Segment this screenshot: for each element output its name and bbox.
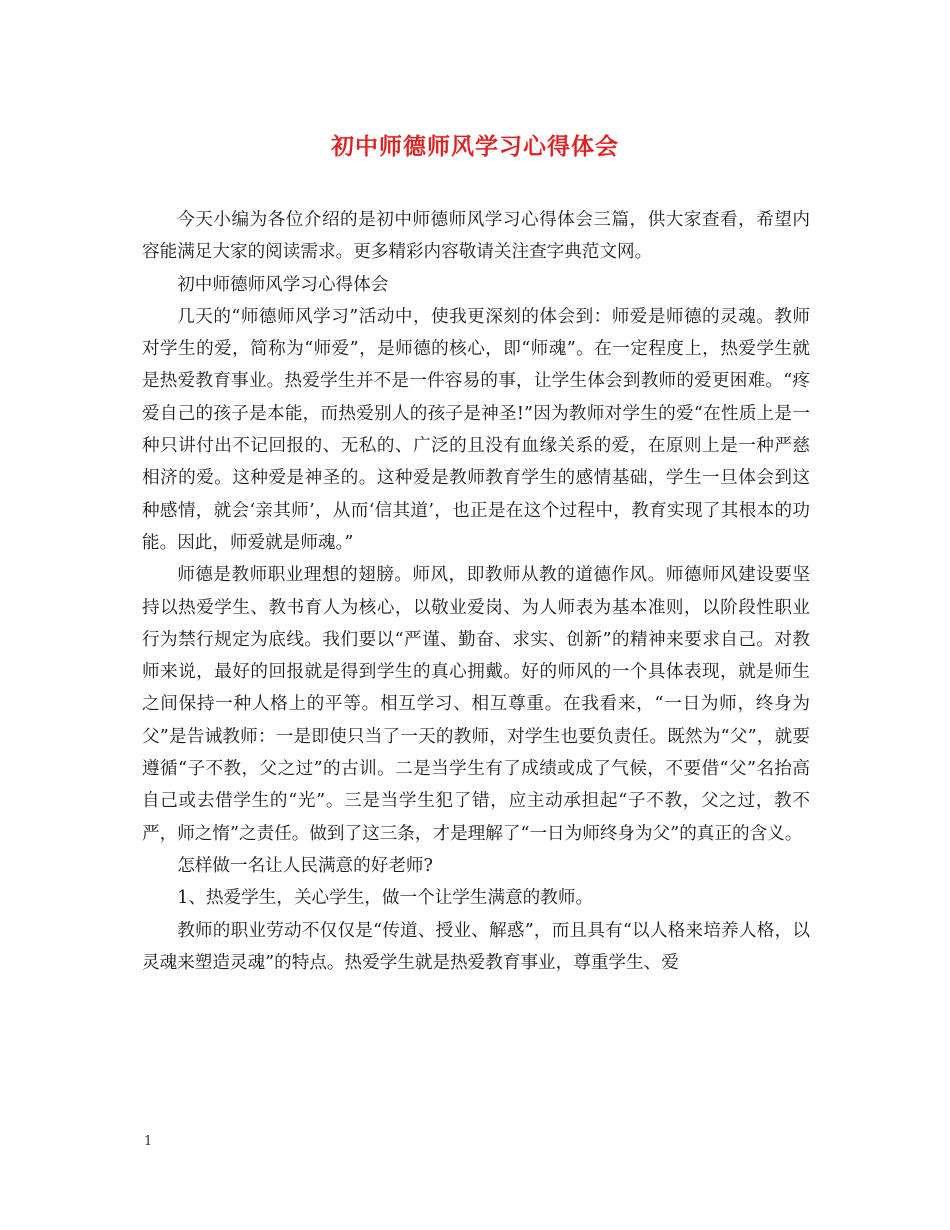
paragraph-point-one: 1、热爱学生，关心学生，做一个让学生满意的教师。 (177, 888, 594, 909)
paragraph-teacher-love: 几天的“师德师风学习”活动中，使我更深刻的体会到：师爱是师德的灵魂。教师对学生的爱，简称为“师爱”，是师德的核心，即“师魂”。在一定程度上，热爱学生就是热爱教育事业。热爱学生并不是一件容易的事，让学生体会到教师的爱更困难。“疼爱自己的孩子是本能，而热爱别人的孩子是神圣!”因为教师对学生的爱“在性质上是一种只讲付出不记回报的、无私的、广泛的且没有血缘关系的爱，在原则上是一种严慈相济的爱。这种爱是神圣的。这种爱是教师教育学生的感情基础，学生一旦体会到这种感情，就会‘亲其师’，从而‘信其道’，也正是在这个过程中，教育实现了其根本的功能。因此，师爱就是师魂。” (142, 306, 810, 553)
document-title: 初中师德师风学习心得体会 (331, 133, 619, 160)
document-body (142, 204, 810, 979)
paragraph-teacher-profession: 教师的职业劳动不仅仅是“传道、授业、解惑”，而且具有“以人格来培养人格，以灵魂来塑造灵魂”的特点。热爱学生就是热爱教育事业，尊重学生、爱 (142, 920, 810, 973)
page-number: 1 (144, 1134, 153, 1149)
paragraph-subheading: 初中师德师风学习心得体会 (177, 274, 389, 295)
paragraph-intro: 今天小编为各位介绍的是初中师德师风学习心得体会三篇，供大家查看，希望内容能满足大家的阅读需求。更多精彩内容敬请关注查字典范文网。 (142, 210, 810, 263)
paragraph-question: 怎样做一名让人民满意的好老师? (177, 855, 433, 876)
paragraph-teacher-ethics: 师德是教师职业理想的翅膀。师风，即教师从教的道德作风。师德师风建设要坚持以热爱学生、教书育人为核心，以敬业爱岗、为人师表为基本准则，以阶段性职业行为禁行规定为底线。我们要以“严谨、勤奋、求实、创新”的精神来要求自己。对教师来说，最好的回报就是得到学生的真心拥戴。好的师风的一个具体表现，就是师生之间保持一种人格上的平等。相互学习、相互尊重。在我看来，“一日为师，终身为父”是告诫教师：一是即使只当了一天的教师，对学生也要负责任。既然为“父”，就要遵循“子不教，父之过”的古训。二是当学生有了成绩或成了气候，不要借“父”名抬高自己或去借学生的“光”。三是当学生犯了错，应主动承担起“子不教，父之过，教不严，师之惰”之责任。做到了这三条，才是理解了“一日为师终身为父”的真正的含义。 (142, 565, 810, 844)
